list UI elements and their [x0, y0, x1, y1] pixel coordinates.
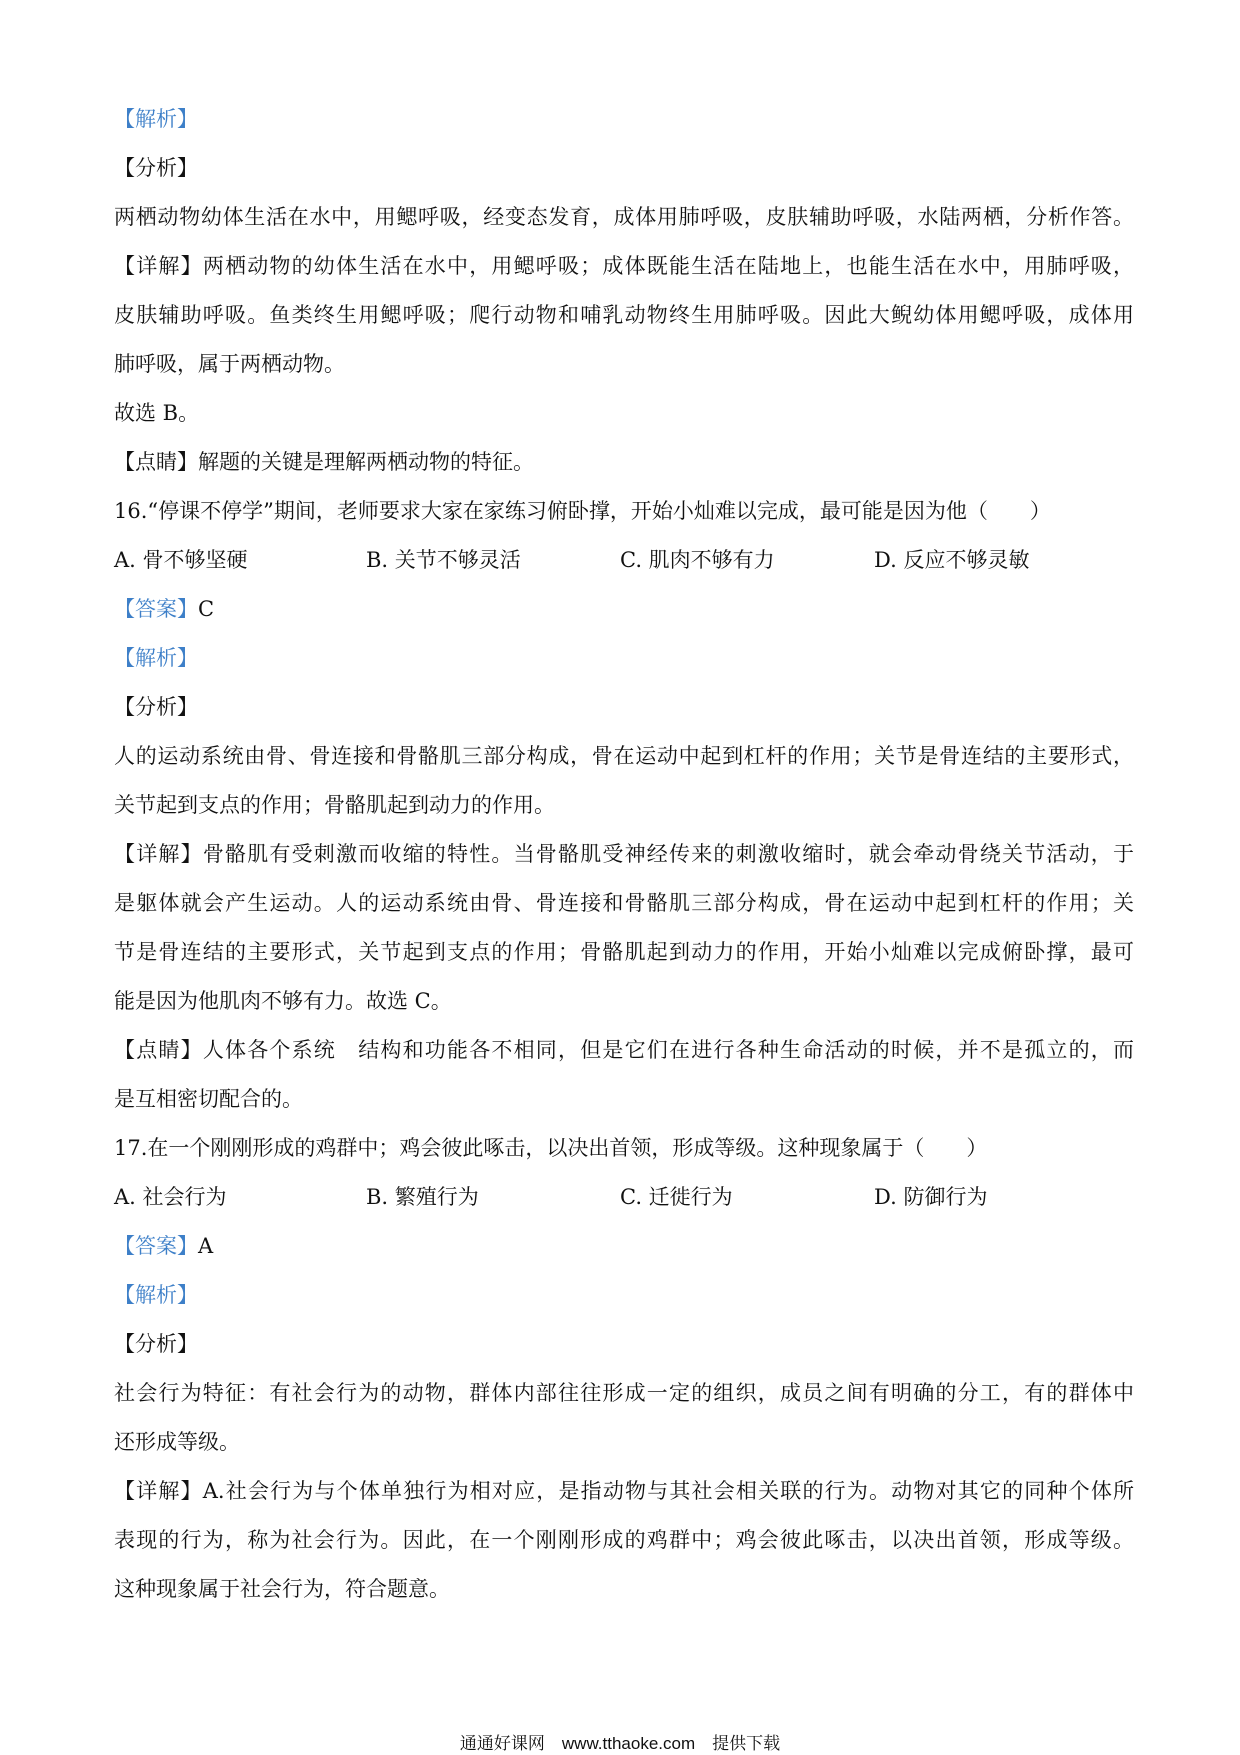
q16-question: 16.“停课不停学”期间，老师要求大家在家练习俯卧撑，开始小灿难以完成，最可能是因为他（ ）: [114, 499, 1051, 523]
q17-detail-line-2: 表现的行为，称为社会行为。因此，在一个刚刚形成的鸡群中；鸡会彼此啄击，以决出首领，形成等级。: [114, 1528, 1134, 1552]
q15-detail-line-2: 皮肤辅助呼吸。鱼类终生用鳃呼吸；爬行动物和哺乳动物终生用肺呼吸。因此大鲵幼体用鳃呼吸，成体用: [114, 303, 1134, 327]
q17-analysis-line-2: 还形成等级。: [114, 1430, 240, 1454]
q17-question: 17.在一个刚刚形成的鸡群中；鸡会彼此啄击，以决出首领，形成等级。这种现象属于（ ）: [114, 1136, 988, 1160]
q17-option-b: B. 繁殖行为: [366, 1185, 479, 1209]
q17-detail-line-3: 这种现象属于社会行为，符合题意。: [114, 1577, 450, 1601]
q16-option-b: B. 关节不够灵活: [366, 548, 521, 572]
q17-option-a: A. 社会行为: [114, 1185, 227, 1209]
section-xiangjie: 【详解】: [114, 1479, 203, 1503]
q15-point: 【点睛】解题的关键是理解两栖动物的特征。: [114, 450, 534, 474]
q16-detail-line-2: 是躯体就会产生运动。人的运动系统由骨、骨连接和骨骼肌三部分构成，骨在运动中起到杠杆的作用；关: [114, 891, 1134, 915]
q16-analysis-line-1: 人的运动系统由骨、骨连接和骨骼肌三部分构成，骨在运动中起到杠杆的作用；关节是骨连结的主要形式，: [114, 744, 1134, 768]
section-xiangjie: 【详解】: [114, 842, 203, 866]
section-fenxi: 【分析】: [114, 695, 198, 719]
q16-answer: 【答案】C: [114, 597, 215, 621]
q16-option-d: D. 反应不够灵敏: [874, 548, 1030, 572]
section-fenxi: 【分析】: [114, 1332, 198, 1356]
q16-detail-line-3: 节是骨连结的主要形式，关节起到支点的作用；骨骼肌起到动力的作用，开始小灿难以完成俯卧撑，最可: [114, 940, 1134, 964]
q16-detail-line-4: 能是因为他肌肉不够有力。故选 C。: [114, 989, 452, 1013]
q17-detail-line-1: 【详解】A.社会行为与个体单独行为相对应，是指动物与其社会相关联的行为。动物对其它的同种个体所: [114, 1479, 1135, 1503]
q16-point-line-1: 【点睛】人体各个系统 结构和功能各不相同，但是它们在进行各种生命活动的时候，并不是孤立的，而: [114, 1038, 1135, 1062]
q15-choose: 故选 B。: [114, 401, 200, 425]
section-fenxi: 【分析】: [114, 156, 198, 180]
q17-analysis-line-1: 社会行为特征：有社会行为的动物，群体内部往往形成一定的组织，成员之间有明确的分工，有的群体中: [114, 1381, 1134, 1405]
section-dianjing: 【点睛】: [114, 1038, 203, 1062]
section-dianjing: 【点睛】: [114, 450, 198, 474]
q17-option-c: C. 迁徙行为: [620, 1185, 733, 1209]
q16-analysis-line-2: 关节起到支点的作用；骨骼肌起到动力的作用。: [114, 793, 555, 817]
page-footer: 通通好课网 www.tthaoke.com 提供下载: [459, 1734, 781, 1753]
q16-option-a: A. 骨不够坚硬: [114, 548, 248, 572]
q16-option-c: C. 肌肉不够有力: [620, 548, 775, 572]
q17-answer: 【答案】A: [114, 1234, 214, 1258]
q15-detail-line-1: 【详解】两栖动物的幼体生活在水中，用鳃呼吸；成体既能生活在陆地上，也能生活在水中，用肺呼吸，: [114, 254, 1135, 278]
section-jiexi: 【解析】: [114, 107, 198, 131]
section-daan: 【答案】: [114, 1234, 198, 1258]
section-daan: 【答案】: [114, 597, 198, 621]
section-jiexi: 【解析】: [114, 1283, 198, 1307]
q17-option-d: D. 防御行为: [874, 1185, 988, 1209]
section-jiexi: 【解析】: [114, 646, 198, 670]
q15-detail-line-3: 肺呼吸，属于两栖动物。: [114, 352, 345, 376]
q16-detail-line-1: 【详解】骨骼肌有受刺激而收缩的特性。当骨骼肌受神经传来的刺激收缩时，就会牵动骨绕关节活动，于: [114, 842, 1135, 866]
section-xiangjie: 【详解】: [114, 254, 203, 278]
q15-analysis: 两栖动物幼体生活在水中，用鳃呼吸，经变态发育，成体用肺呼吸，皮肤辅助呼吸，水陆两栖，分析作答。: [114, 205, 1134, 229]
q16-point-line-2: 是互相密切配合的。: [114, 1087, 303, 1111]
